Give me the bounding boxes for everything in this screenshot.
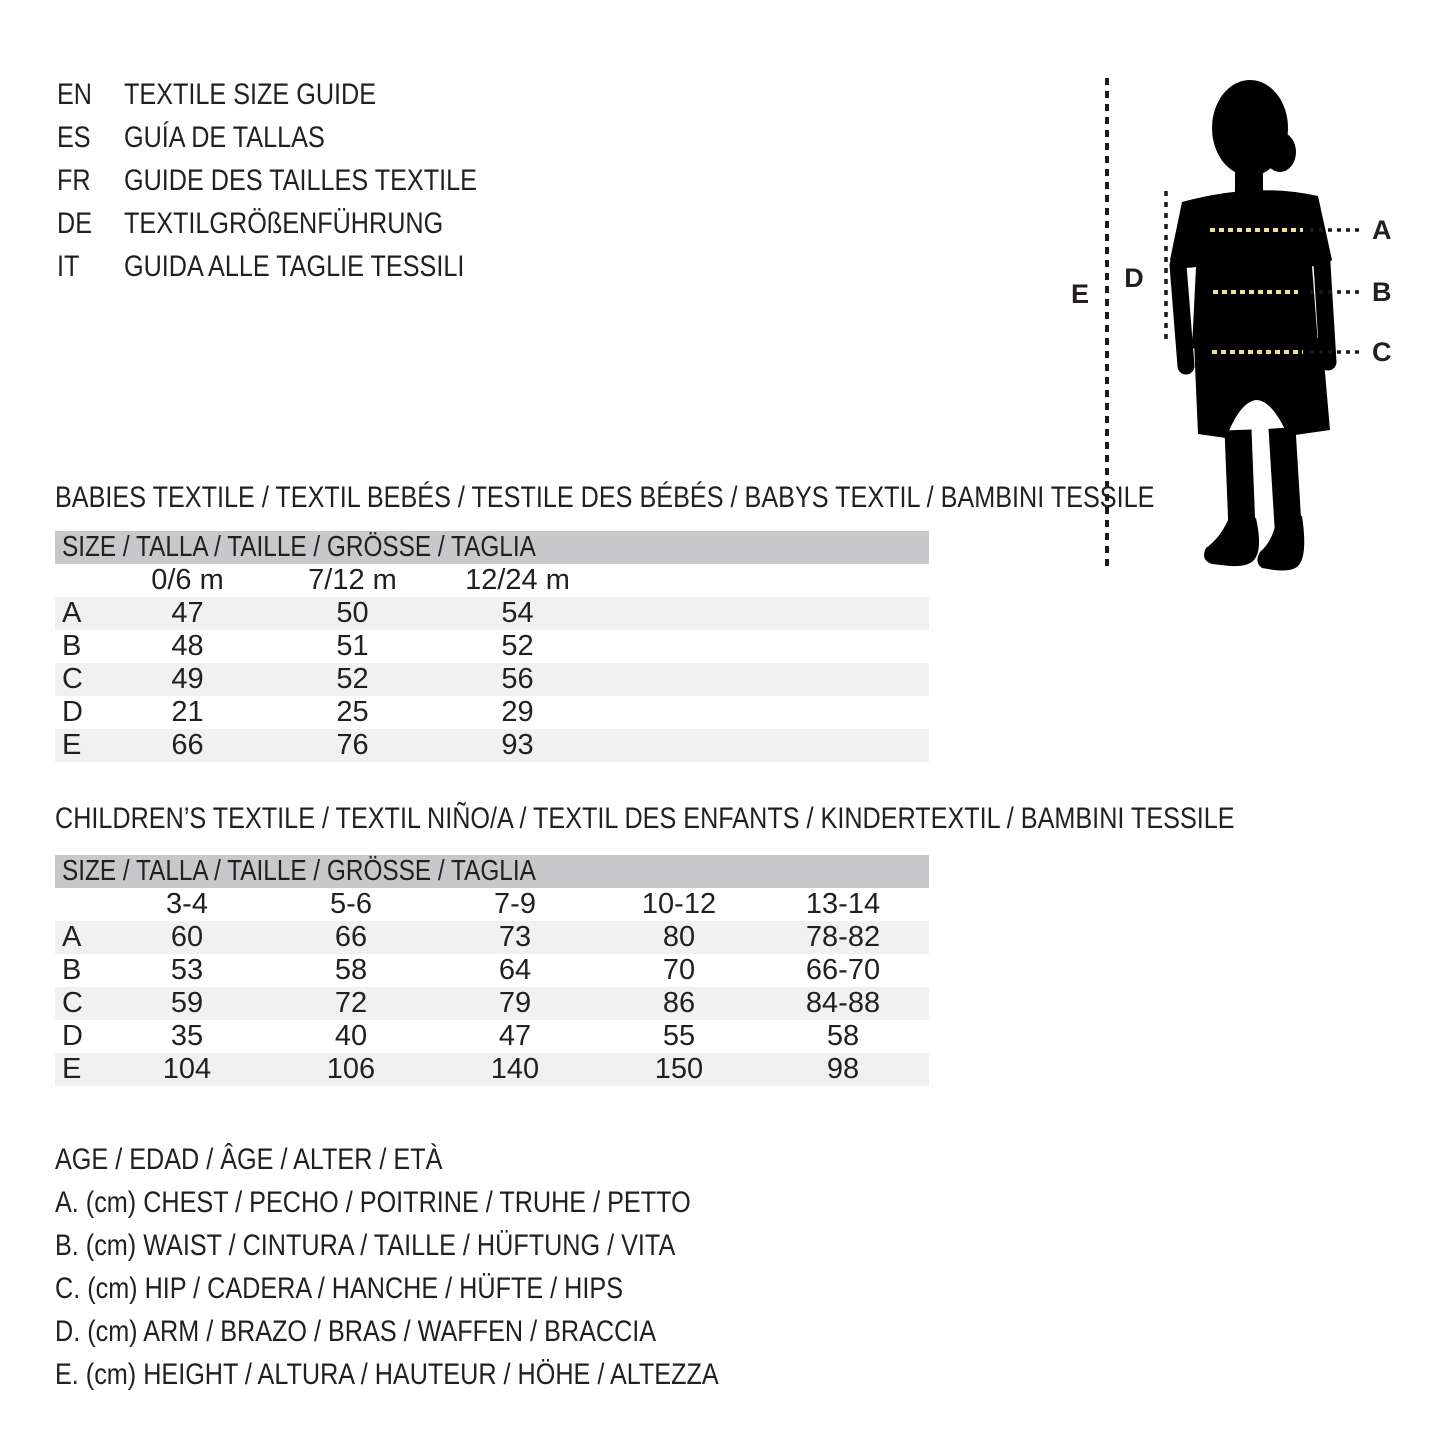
- column-header: 7-9: [494, 888, 536, 920]
- cell: 78-82: [805, 921, 881, 953]
- legend-text: B. (cm) WAIST / CINTURA / TAILLE / HÜFTUNG / VITA: [55, 1229, 676, 1262]
- lang-code: [57, 202, 124, 245]
- silhouette-right-arm: [1322, 264, 1328, 362]
- row-label: D: [62, 1020, 83, 1052]
- cell: 60: [170, 921, 204, 953]
- legend-text: A. (cm) CHEST / PECHO / POITRINE / TRUHE / PETTO: [55, 1186, 691, 1219]
- cell: 106: [326, 1053, 376, 1085]
- cell: 86: [662, 987, 696, 1019]
- babies-size-table: [55, 531, 929, 762]
- babies-size-header-band: [55, 531, 929, 564]
- language-title-block: [57, 73, 544, 288]
- silhouette-left-arm: [1178, 265, 1186, 366]
- guide-title-text: GUIDE DES TAILLES TEXTILE: [124, 164, 477, 197]
- cell: 140: [490, 1053, 540, 1085]
- children-size-header-band: [55, 855, 929, 888]
- row-label: C: [62, 987, 83, 1019]
- lang-code: [57, 73, 124, 116]
- label-a-chest: A: [1372, 215, 1392, 245]
- header-row-es: [57, 116, 544, 159]
- silhouette-hair: [1264, 132, 1296, 172]
- measurement-legend: [55, 1138, 845, 1396]
- column-header: 7/12 m: [308, 564, 397, 596]
- silhouette-right-foot: [1257, 516, 1304, 571]
- cell: 93: [501, 729, 534, 761]
- legend-text: E. (cm) HEIGHT / ALTURA / HAUTEUR / HÖHE / ALTEZZA: [55, 1358, 719, 1391]
- silhouette-left-leg: [1238, 430, 1242, 530]
- row-label: A: [62, 921, 82, 953]
- lang-code-text: DE: [57, 207, 93, 240]
- guide-title-text: TEXTILE SIZE GUIDE: [124, 78, 377, 111]
- cell: 66-70: [805, 954, 881, 986]
- children-section-title: [55, 804, 1445, 834]
- cell: 51: [336, 630, 369, 662]
- babies-section-title-text: BABIES TEXTILE / TEXTIL BEBÉS / TESTILE DES BÉBÉS / BABYS TEXTIL / BAMBINI TESSILE: [55, 481, 1155, 514]
- column-header: 13-14: [805, 888, 881, 920]
- lang-code-text: EN: [57, 78, 93, 111]
- cell: 48: [171, 630, 204, 662]
- cell: 58: [826, 1020, 860, 1052]
- children-column-header-row: [55, 888, 929, 921]
- guide-title: [124, 159, 544, 202]
- label-c-hip: C: [1372, 337, 1392, 367]
- column-header: 3-4: [166, 888, 208, 920]
- table-row: [55, 696, 929, 729]
- cell: 98: [826, 1053, 860, 1085]
- legend-line-age: [55, 1138, 845, 1181]
- column-header-spacer: [55, 564, 105, 597]
- cell: 79: [498, 987, 532, 1019]
- table-row: [55, 954, 929, 987]
- column-header: 5-6: [330, 888, 372, 920]
- cell: 52: [336, 663, 369, 695]
- guide-title: [124, 202, 504, 245]
- legend-line-height: [55, 1353, 845, 1396]
- row-label: A: [62, 597, 82, 629]
- cell: 52: [501, 630, 534, 662]
- guide-title: [124, 116, 363, 159]
- cell: 66: [171, 729, 204, 761]
- table-row: [55, 663, 929, 696]
- legend-text: D. (cm) ARM / BRAZO / BRAS / WAFFEN / BRACCIA: [55, 1315, 657, 1348]
- cell: 59: [170, 987, 204, 1019]
- lang-code: [57, 116, 124, 159]
- legend-text: C. (cm) HIP / CADERA / HANCHE / HÜFTE / HIPS: [55, 1272, 623, 1305]
- table-row: [55, 987, 929, 1020]
- babies-section-title: [55, 483, 1364, 513]
- legend-line-waist: [55, 1224, 845, 1267]
- cell: 104: [162, 1053, 212, 1085]
- cell: 47: [498, 1020, 532, 1052]
- column-header: 10-12: [641, 888, 717, 920]
- cell: 55: [662, 1020, 696, 1052]
- lang-code-text: FR: [57, 164, 91, 197]
- lang-code: [57, 245, 124, 288]
- row-label: B: [62, 954, 82, 986]
- table-row: [55, 921, 929, 954]
- guide-title-text: GUIDA ALLE TAGLIE TESSILI: [124, 250, 465, 283]
- header-row-de: [57, 202, 544, 245]
- cell: 35: [170, 1020, 204, 1052]
- cell: 66: [334, 921, 368, 953]
- cell: 150: [654, 1053, 704, 1085]
- cell: 84-88: [805, 987, 881, 1019]
- cell: 25: [336, 696, 369, 728]
- cell: 53: [170, 954, 204, 986]
- cell: 58: [334, 954, 368, 986]
- babies-size-header-text: SIZE / TALLA / TAILLE / GRÖSSE / TAGLIA: [62, 531, 536, 563]
- label-e-height: E: [1070, 279, 1090, 309]
- row-label: E: [62, 1053, 82, 1085]
- guide-title: [124, 245, 529, 288]
- table-row: [55, 630, 929, 663]
- legend-text: AGE / EDAD / ÂGE / ALTER / ETÀ: [55, 1143, 443, 1176]
- guide-title: [124, 73, 424, 116]
- cell: 54: [501, 597, 534, 629]
- header-row-it: [57, 245, 544, 288]
- guide-title-text: GUÍA DE TALLAS: [124, 121, 325, 154]
- cell: 73: [498, 921, 532, 953]
- header-row-en: [57, 73, 544, 116]
- table-row: [55, 597, 929, 630]
- cell: 21: [171, 696, 204, 728]
- row-label: C: [62, 663, 83, 695]
- row-label: E: [62, 729, 82, 761]
- cell: 49: [171, 663, 204, 695]
- babies-column-header-row: [55, 564, 929, 597]
- table-row: [55, 729, 929, 762]
- cell: 70: [662, 954, 696, 986]
- legend-line-hip: [55, 1267, 845, 1310]
- row-label: D: [62, 696, 83, 728]
- label-b-waist: B: [1372, 277, 1392, 307]
- silhouette-shirt: [1170, 190, 1332, 353]
- row-label: B: [62, 630, 82, 662]
- children-size-header-text: SIZE / TALLA / TAILLE / GRÖSSE / TAGLIA: [62, 855, 536, 887]
- legend-line-chest: [55, 1181, 845, 1224]
- lang-code-text: ES: [57, 121, 91, 154]
- header-row-fr: [57, 159, 544, 202]
- cell: 29: [501, 696, 534, 728]
- cell: 80: [662, 921, 696, 953]
- cell: 64: [498, 954, 532, 986]
- cell: 40: [334, 1020, 368, 1052]
- cell: 47: [171, 597, 204, 629]
- children-size-table: [55, 855, 929, 1086]
- column-header: 0/6 m: [151, 564, 224, 596]
- cell: 72: [334, 987, 368, 1019]
- legend-line-arm: [55, 1310, 845, 1353]
- lang-code: [57, 159, 124, 202]
- cell: 76: [336, 729, 369, 761]
- column-header-spacer: [55, 888, 105, 921]
- silhouette-left-foot: [1204, 518, 1259, 566]
- guide-title-text: TEXTILGRÖßENFÜHRUNG: [124, 207, 444, 240]
- cell: 50: [336, 597, 369, 629]
- column-header: 12/24 m: [465, 564, 570, 596]
- table-row: [55, 1020, 929, 1053]
- cell: 56: [501, 663, 534, 695]
- label-d-arm: D: [1124, 263, 1144, 293]
- table-row: [55, 1053, 929, 1086]
- children-section-title-text: CHILDREN’S TEXTILE / TEXTIL NIÑO/A / TEXTIL DES ENFANTS / KINDERTEXTIL / BAMBINI TESSILE: [55, 802, 1235, 835]
- lang-code-text: IT: [57, 250, 80, 283]
